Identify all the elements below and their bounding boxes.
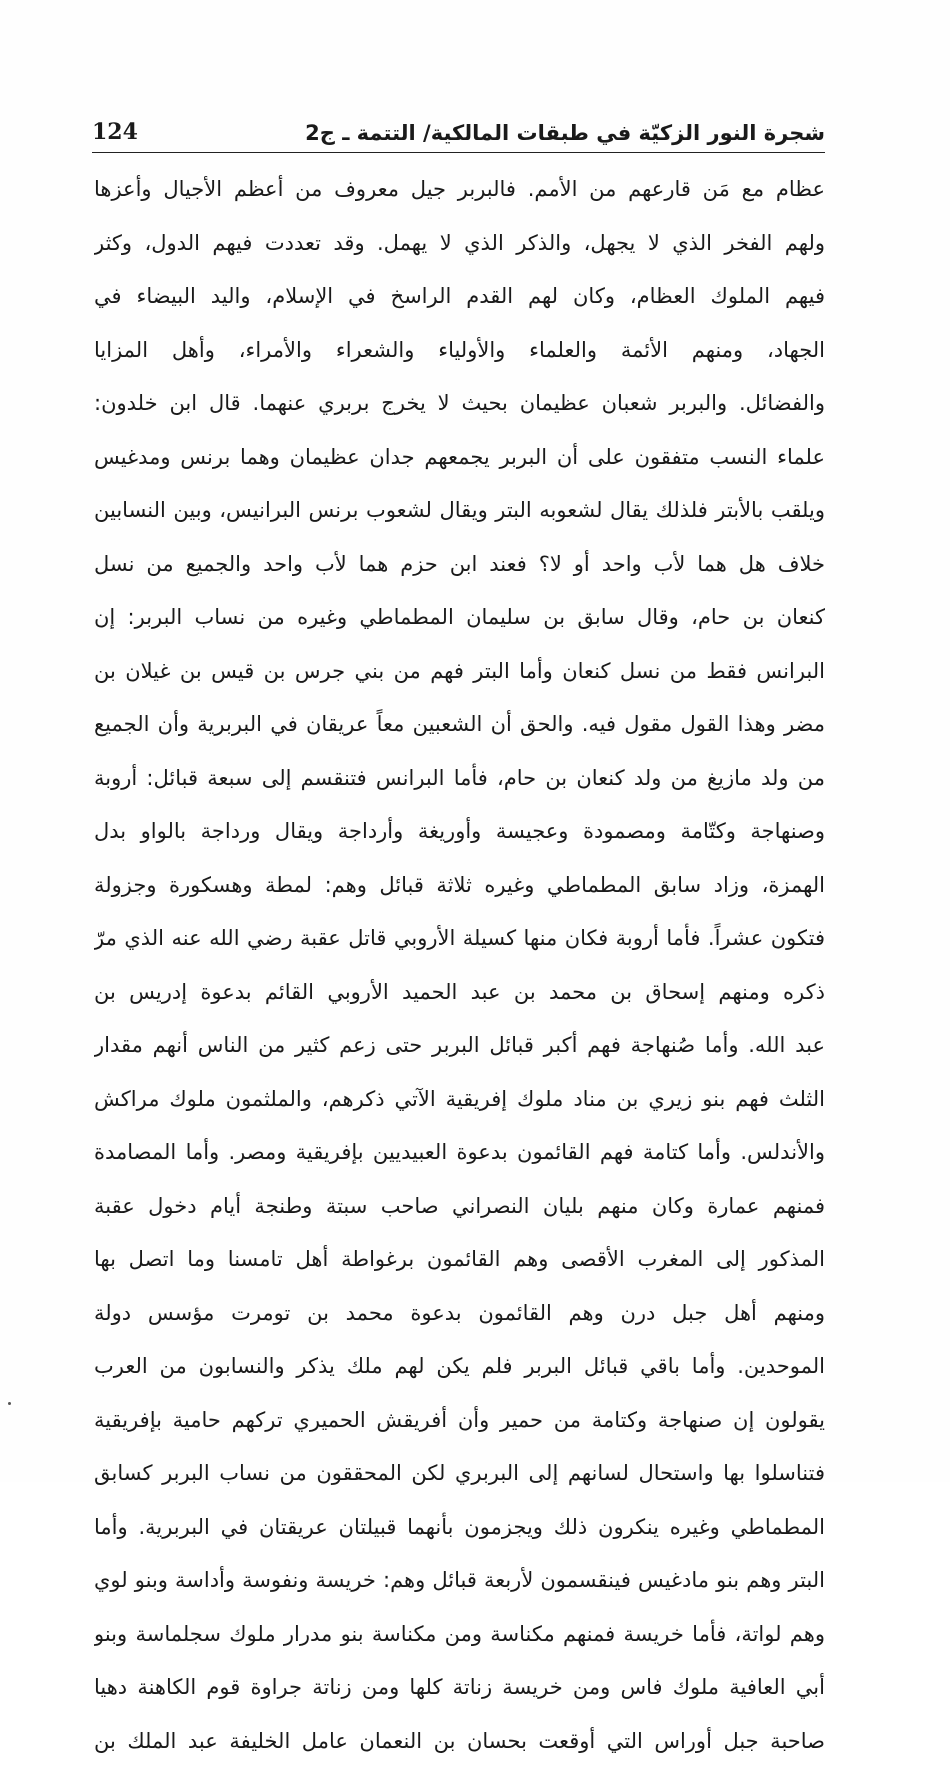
text-line: كنعان بن حام، وقال سابق بن سليمان المطماطي وغيره من نساب البربر: إن <box>94 591 825 645</box>
text-line: فمنهم عمارة وكان منهم بليان النصراني صاحب سبتة وطنجة أيام دخول عقبة <box>94 1180 825 1234</box>
text-line: فتكون عشراً. فأما أروبة فكان منها كسيلة الأروبي قاتل عقبة رضي الله عنه الذي مرّ <box>94 912 825 966</box>
text-line: علماء النسب متفقون على أن البربر يجمعهم جدان عظيمان وهما برنس ومدغيس <box>94 431 825 485</box>
text-line: ومنهم أهل جبل درن وهم القائمون بدعوة محمد بن تومرت مؤسس دولة <box>94 1287 825 1341</box>
text-line: يقولون إن صنهاجة وكتامة من حمير وأن أفريقش الحميري تركهم حامية بإفريقية <box>94 1394 825 1448</box>
text-line: فتناسلوا بها واستحال لسانهم إلى البربري لكن المحققون من نساب البربر كسابق <box>94 1447 825 1501</box>
text-line: ويلقب بالأبتر فلذلك يقال لشعوبه البتر ويقال لشعوب برنس البرانيس، وبين النسابين <box>94 484 825 538</box>
text-line: الموحدين. وأما باقي قبائل البربر فلم يكن لهم ملك يذكر والنسابون من العرب <box>94 1340 825 1394</box>
text-line: المطماطي وغيره ينكرون ذلك ويجزمون بأنهما قبيلتان عريقتان في البربرية. وأما <box>94 1501 825 1555</box>
text-line: ولهم الفخر الذي لا يجهل، والذكر الذي لا يهمل. وقد تعددت فيهم الدول، وكثر <box>94 217 825 271</box>
text-line: أبي العافية ملوك فاس ومن خريسة زناتة كلها ومن زناتة جراوة قوم الكاهنة دهيا <box>94 1661 825 1715</box>
text-line: عظام مع مَن قارعهم من الأمم. فالبربر جيل معروف من أعظم الأجيال وأعزها <box>94 163 825 217</box>
body-text <box>94 163 825 1768</box>
text-line: فيهم الملوك العظام، وكان لهم القدم الراسخ في الإسلام، واليد البيضاء في <box>94 270 825 324</box>
text-line: المذكور إلى المغرب الأقصى وهم القائمون برغواطة أهل تامسنا وما اتصل بها <box>94 1233 825 1287</box>
text-line: والأندلس. وأما كتامة فهم القائمون بدعوة العبيديين بإفريقية ومصر. وأما المصامدة <box>94 1126 825 1180</box>
text-line: مضر وهذا القول مقول فيه. والحق أن الشعبين معاً عريقان في البربرية وأن الجميع <box>94 698 825 752</box>
text-line: صاحبة جبل أوراس التي أوقعت بحسان بن النعمان عامل الخليفة عبد الملك بن <box>94 1715 825 1768</box>
text-line: وهم لواتة، فأما خريسة فمنهم مكناسة ومن مكناسة بنو مدرار ملوك سجلماسة وبنو <box>94 1608 825 1662</box>
text-line: البرانس فقط من نسل كنعان وأما البتر فهم من بني جرس بن قيس بن غيلان بن <box>94 645 825 699</box>
text-line: وصنهاجة وكتّامة ومصمودة وعجيسة وأوريغة وأرداجة ويقال ورداجة بالواو بدل <box>94 805 825 859</box>
text-line: الهمزة، وزاد سابق المطماطي وغيره ثلاثة قبائل وهم: لمطة وهسكورة وجزولة <box>94 859 825 913</box>
text-line: الجهاد، ومنهم الأئمة والعلماء والأولياء والشعراء والأمراء، وأهل المزايا <box>94 324 825 378</box>
text-line: من ولد مازيغ من ولد كنعان بن حام، فأما البرانس فتنقسم إلى سبعة قبائل: أروبة <box>94 752 825 806</box>
text-line: ذكره ومنهم إسحاق بن محمد بن عبد الحميد الأروبي القائم بدعوة إدريس بن <box>94 966 825 1020</box>
running-title: شجرة النور الزكيّة في طبقات المالكية/ التتمة ـ ج2 <box>305 121 825 145</box>
page-number: 124 <box>92 119 138 145</box>
margin-mark <box>8 1402 11 1405</box>
text-line: الثلث فهم بنو زيري بن مناد ملوك إفريقية الآتي ذكرهم، والملثمون ملوك مراكش <box>94 1073 825 1127</box>
text-line: خلاف هل هما لأب واحد أو لا؟ فعند ابن حزم هما لأب واحد والجميع من نسل <box>94 538 825 592</box>
text-line: والفضائل. والبربر شعبان عظيمان بحيث لا يخرج بربري عنهما. قال ابن خلدون: <box>94 377 825 431</box>
text-line: البتر وهم بنو مادغيس فينقسمون لأربعة قبائل وهم: خريسة ونفوسة وأداسة وبنو لوي <box>94 1554 825 1608</box>
page-header <box>92 110 825 153</box>
text-line: عبد الله. وأما صُنهاجة فهم أكبر قبائل البربر حتى زعم كثير من الناس أنهم مقدار <box>94 1019 825 1073</box>
